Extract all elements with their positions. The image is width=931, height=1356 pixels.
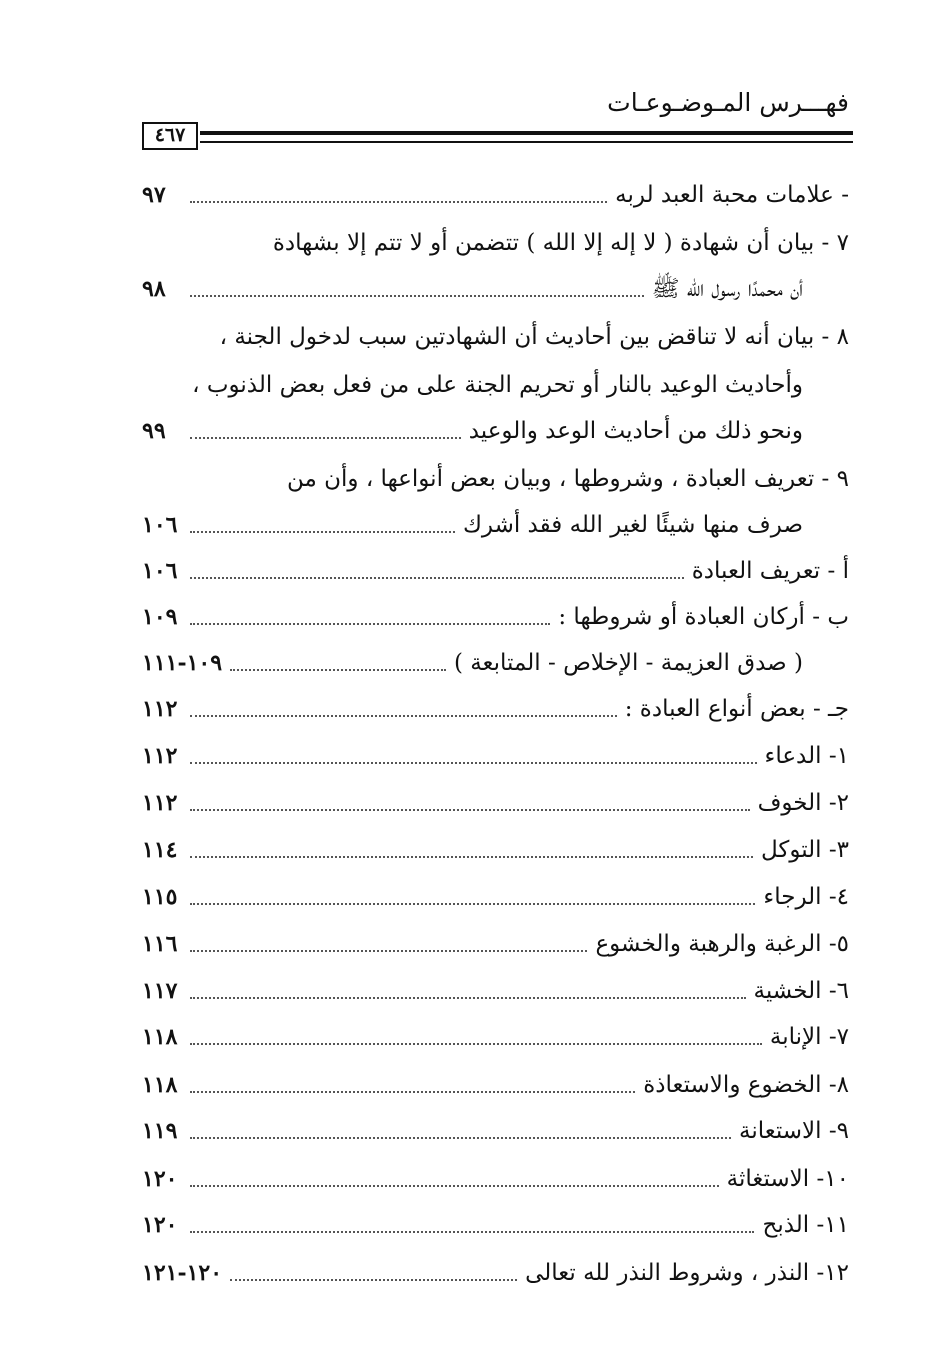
entry-number: ٧-	[828, 1024, 849, 1050]
entry-page: ١١٢	[142, 790, 178, 816]
toc-entry	[142, 1156, 849, 1196]
entry-page: ١١٥	[142, 884, 178, 910]
toc-entry	[142, 548, 849, 588]
entry-title: تعريف العبادة	[691, 558, 821, 584]
dot-leader	[190, 1231, 754, 1233]
entry-title: التوكل	[760, 837, 822, 863]
toc-entry	[142, 640, 849, 680]
entry-title: الخضوع والاستعاذة	[643, 1072, 822, 1098]
dot-leader	[190, 1043, 762, 1045]
dot-leader	[190, 295, 644, 297]
entry-number: ٨-	[828, 1072, 849, 1098]
toc-entry	[142, 874, 849, 914]
dot-leader	[190, 715, 617, 717]
dot-leader	[190, 437, 461, 439]
entry-number: ٩-	[828, 1118, 849, 1144]
toc-entry	[142, 172, 849, 212]
entry-title: الإنابة	[769, 1024, 822, 1050]
toc-entry	[142, 1202, 849, 1242]
entry-title: بيان أنه لا تناقض بين أحاديث أن الشهادتين سبب لدخول الجنة ،	[219, 324, 815, 350]
entry-page: ١٢٠	[142, 1212, 178, 1238]
entry-number: ٧ -	[821, 230, 849, 256]
toc-entry	[142, 1250, 849, 1290]
entry-title: الاستعانة	[738, 1118, 822, 1144]
entry-number: ١٢-	[816, 1260, 849, 1286]
entry-title: صرف منها شيئًا لغير الله فقد أشرك	[462, 512, 803, 538]
entry-title: الرغبة والرهبة والخشوع	[595, 931, 822, 957]
entry-number: ٥-	[828, 931, 849, 957]
toc-entry	[142, 968, 849, 1008]
entry-title: الذبح	[762, 1212, 810, 1238]
dot-leader	[190, 762, 757, 764]
toc-entry	[142, 1062, 849, 1102]
toc-entry	[142, 733, 849, 773]
dot-leader	[230, 1279, 517, 1281]
entry-title: بعض أنواع العبادة :	[624, 696, 806, 722]
dot-leader	[190, 531, 455, 533]
dot-leader	[190, 1137, 731, 1139]
toc-entry	[142, 408, 849, 448]
entry-number: ٤-	[828, 884, 849, 910]
entry-number: ٨ -	[821, 324, 849, 350]
entry-title: ونحو ذلك من أحاديث الوعد والوعيد	[468, 418, 803, 444]
entry-page: ١٠٩-١١١	[142, 650, 223, 676]
page-number: ٤٦٧	[142, 122, 198, 150]
entry-title: الخشية	[753, 978, 822, 1004]
toc-entry	[142, 780, 849, 820]
entry-title: وأحاديث الوعيد بالنار أو تحريم الجنة على من فعل بعض الذنوب ،	[192, 372, 803, 398]
dot-leader	[190, 201, 607, 203]
entry-title: أن محمدًا رسول الله ﷺ	[651, 276, 803, 302]
entry-title: النذر ، وشروط النذر لله تعالى	[525, 1260, 810, 1286]
entry-number: ٢-	[828, 790, 849, 816]
entry-title: بيان أن شهادة ( لا إله إلا الله ) تتضمن أو لا تتم إلا بشهادة	[272, 230, 815, 256]
entry-page: ٩٧	[142, 182, 166, 208]
dot-leader	[190, 856, 753, 858]
entry-page: ٩٨	[142, 276, 166, 302]
entry-title: الرجاء	[763, 884, 822, 910]
entry-page: ١٠٦	[142, 558, 178, 584]
entry-page: ١١٩	[142, 1118, 178, 1144]
toc-entry	[142, 220, 849, 260]
entry-page: ٩٩	[142, 418, 166, 444]
entry-number: ١١-	[816, 1212, 849, 1238]
entry-number: ٣-	[828, 837, 849, 863]
toc-entry	[142, 827, 849, 867]
toc-entry	[142, 594, 849, 634]
entry-page: ١٠٦	[142, 512, 178, 538]
entry-number: ٦-	[828, 978, 849, 1004]
entry-page: ١١٤	[142, 837, 178, 863]
entry-page: ١١٦	[142, 931, 178, 957]
entry-page: ١٢٠-١٢١	[142, 1260, 223, 1286]
toc-entry	[142, 921, 849, 961]
entry-page: ١١٨	[142, 1024, 178, 1050]
toc-entry	[142, 362, 849, 402]
dot-leader	[190, 950, 587, 952]
entry-page: ١١٨	[142, 1072, 178, 1098]
entry-page: ١١٢	[142, 743, 178, 769]
entry-title: أركان العبادة أو شروطها :	[558, 604, 805, 630]
toc-entry	[142, 456, 849, 496]
entry-number: ١-	[828, 743, 849, 769]
entry-number: أ -	[827, 558, 849, 584]
entry-title: الاستغاثة	[726, 1166, 810, 1192]
toc-entry	[142, 1014, 849, 1054]
entry-number: جـ -	[812, 696, 849, 722]
entry-number: ١٠-	[816, 1166, 849, 1192]
entry-title: تعريف العبادة ، وشروطها ، وبيان بعض أنواعها ، وأن من	[286, 466, 815, 492]
entry-title: علامات محبة العبد لربه	[615, 182, 834, 208]
toc-entry	[142, 314, 849, 354]
entry-page: ١٠٩	[142, 604, 178, 630]
dot-leader	[190, 997, 746, 999]
entry-number: ٩ -	[821, 466, 849, 492]
entry-number: ب -	[812, 604, 849, 630]
entry-number: -	[841, 182, 849, 208]
toc-entry	[142, 1108, 849, 1148]
entry-page: ١١٧	[142, 978, 178, 1004]
dot-leader	[190, 903, 755, 905]
entry-title: ( صدق العزيمة - الإخلاص - المتابعة )	[453, 650, 803, 676]
toc-entry	[142, 686, 849, 726]
dot-leader	[230, 669, 446, 671]
entry-title: الخوف	[757, 790, 822, 816]
entry-page: ١٢٠	[142, 1166, 178, 1192]
entry-page: ١١٢	[142, 696, 178, 722]
toc-entry	[142, 266, 849, 306]
dot-leader	[190, 1091, 635, 1093]
dot-leader	[190, 577, 684, 579]
dot-leader	[190, 623, 550, 625]
dot-leader	[190, 809, 750, 811]
running-header-title: فهـــرس المـوضـوعـات	[607, 88, 849, 117]
dot-leader	[190, 1185, 719, 1187]
toc-entry	[142, 502, 849, 542]
entry-title: الدعاء	[764, 743, 822, 769]
